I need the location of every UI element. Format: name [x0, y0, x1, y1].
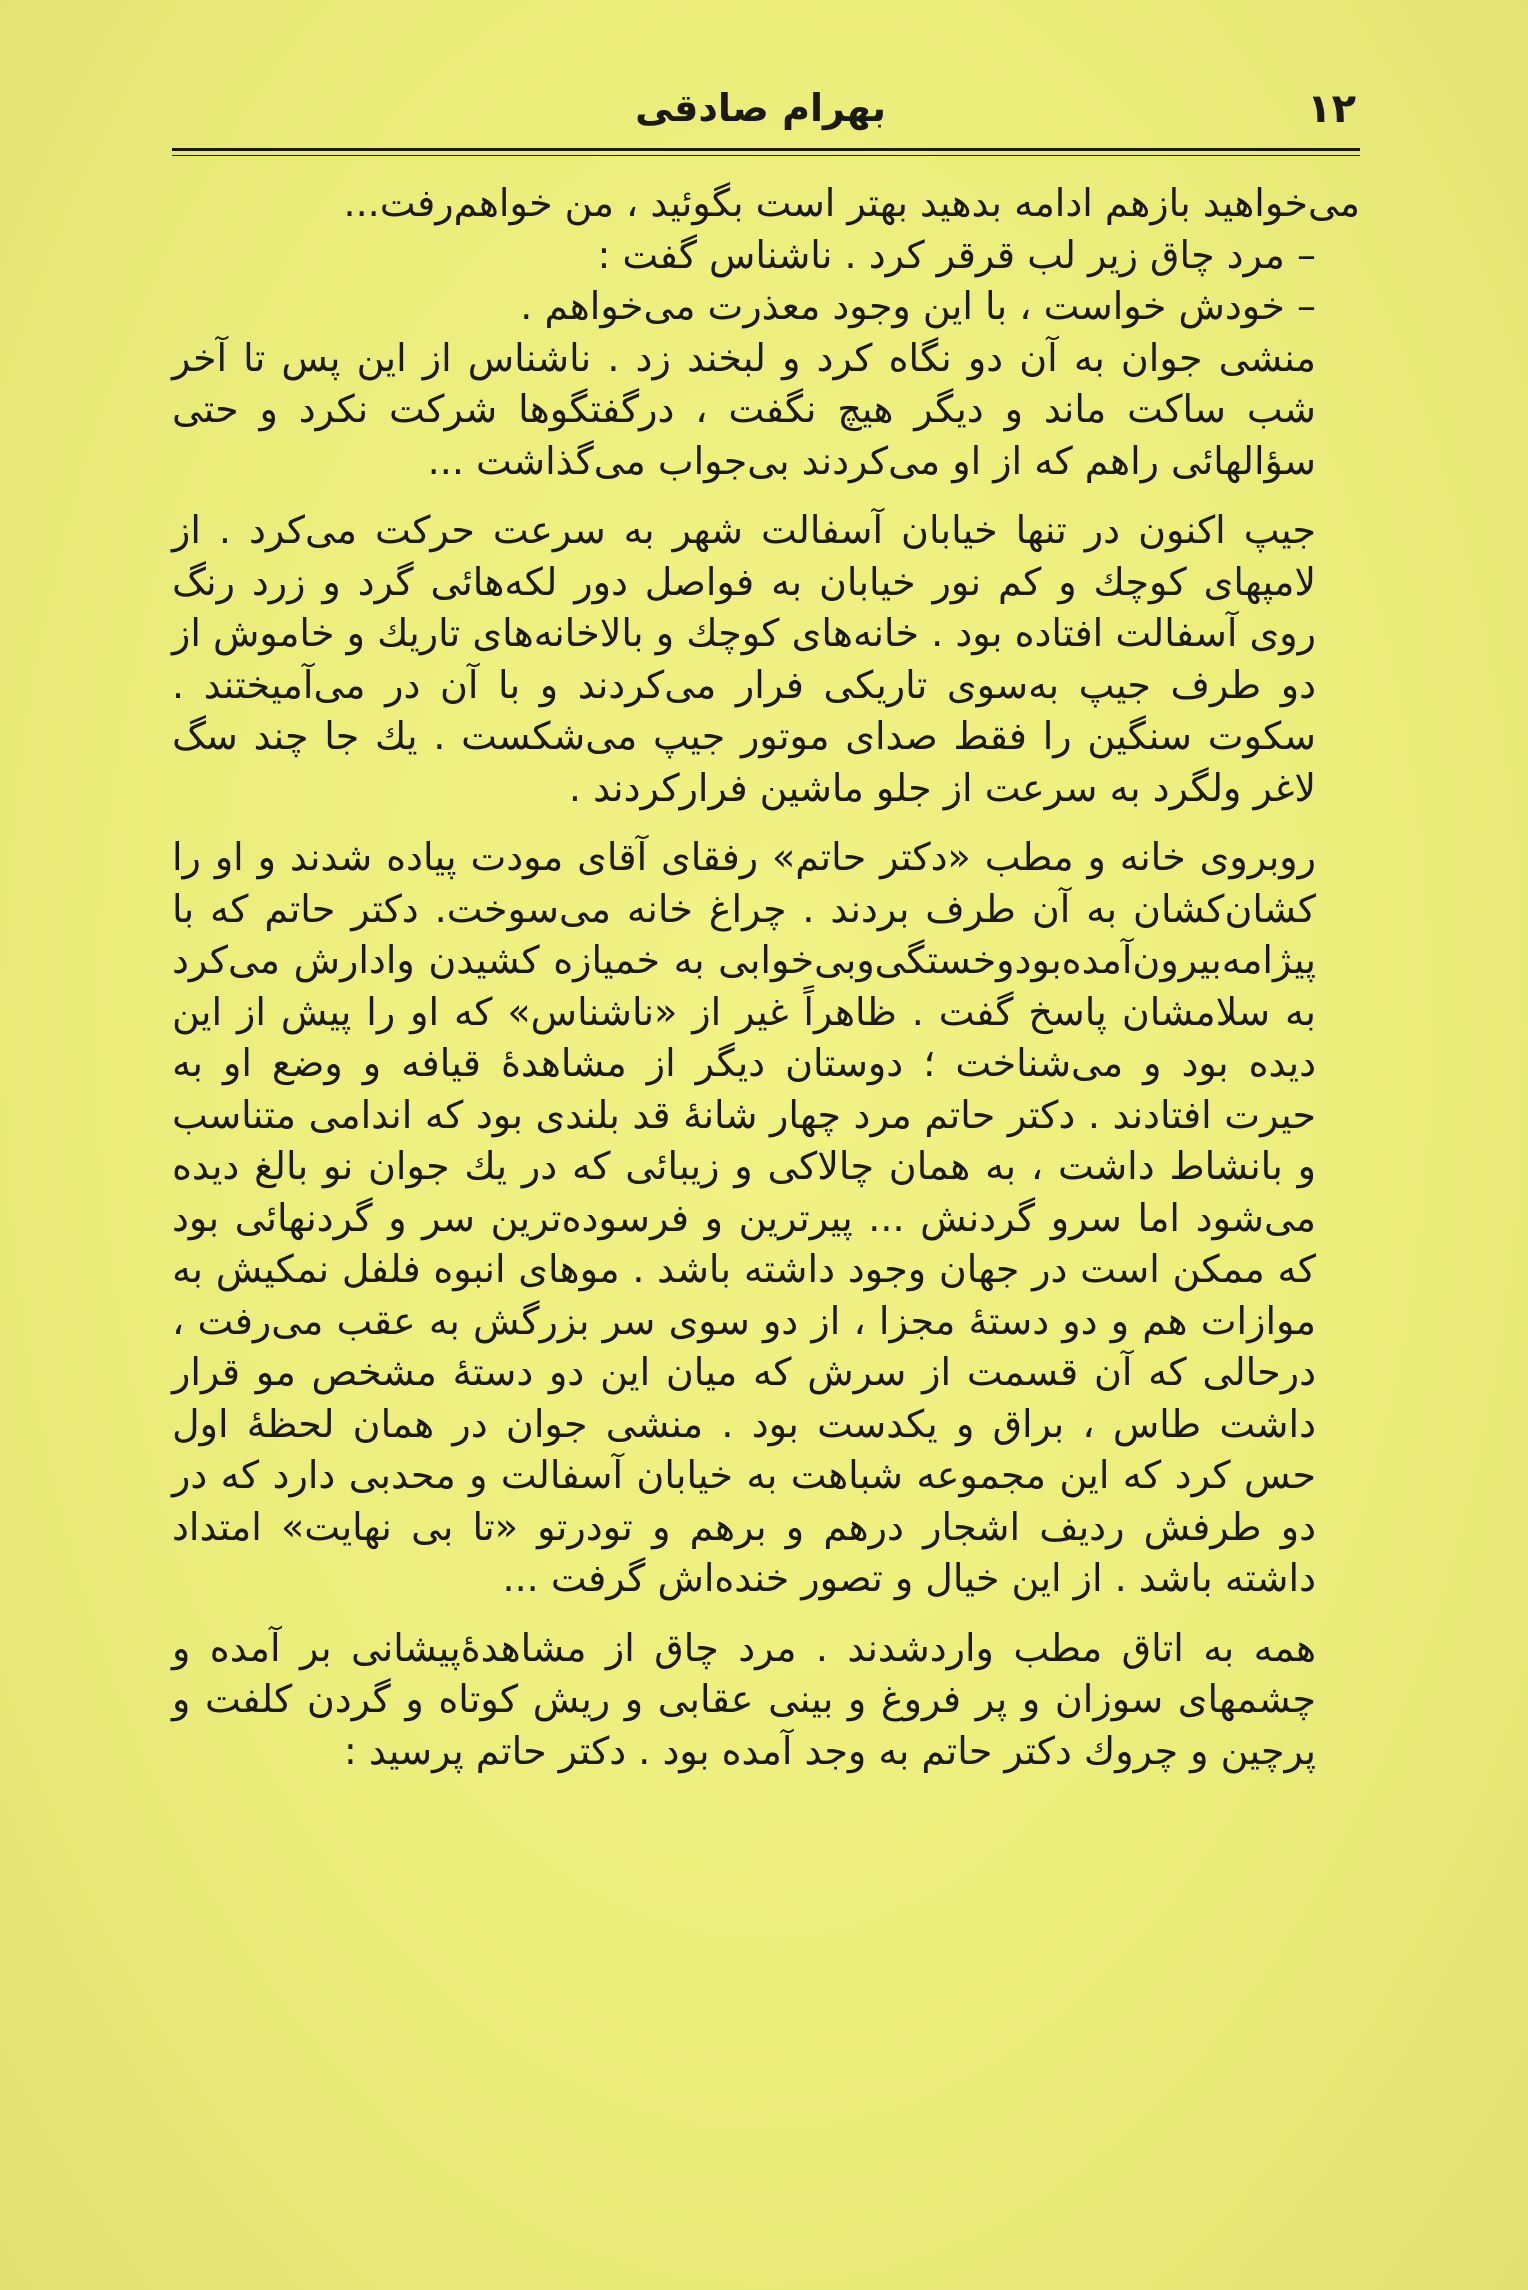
paragraph-1: می‌خواهید بازهم ادامه بدهید بهتر است بگوئید ، من خواهم‌رفت...	[343, 181, 1360, 225]
page-header	[178, 80, 1356, 140]
running-head-author: بهرام صادقی	[635, 86, 886, 130]
header-rule	[172, 148, 1360, 151]
body-text	[172, 178, 1360, 1777]
paragraph-5: جیپ اکنون در تنها خیابان آسفالت شهر به سرعت حرکت می‌کرد . از لامپهای کوچك و کم نور خیابان به فواصل دور لکه‌هائی گرد و زرد رنگ روی آسفالت افتاده بود . خانه‌های کوچك و بالاخانه‌های تاریك و خاموش از دو طرف جیپ به‌سوی تاریکی فرار می‌کردند و با آن در می‌آمیختند . سکوت سنگین را فقط صدای موتور جیپ می‌شکست . یك جا چند سگ لاغر ولگرد به سرعت از جلو ماشین فرارکردند .	[172, 508, 1316, 810]
paragraph-3: – خودش خواست ، با این وجود معذرت می‌خواهم .	[520, 284, 1316, 328]
page-number: ١٢	[1307, 86, 1356, 132]
paragraph-7: همه به اتاق مطب واردشدند . مرد چاق از مشاهدهٔ‌پیشانی بر آمده و چشمهای سوزان و پر فروغ و بینی عقابی و ریش کوتاه و گردن کلفت و پرچین و چروك دکتر حاتم به وجد آمده بود . دکتر حاتم پرسید :	[172, 1625, 1316, 1773]
paragraph-2: – مرد چاق زیر لب قرقر کرد . ناشناس گفت :	[597, 232, 1316, 277]
header-rule-thin	[172, 155, 1360, 156]
paragraph-6: روبروی خانه و مطب «دکتر حاتم» رفقای آقای مودت پیاده شدند و او را کشان‌کشان به آن طرف بردند . چراغ خانه می‌سوخت. دکتر حاتم که با پیژامه‌بیرون‌آمده‌بودوخستگی‌وبی‌خوابی به خمیازه کشیدن وادارش می‌کرد به سلامشان پاسخ گفت . ظاهراً غیر از «ناشناس» که او را پیش از این دیده بود و می‌شناخت ؛ دوستان دیگر از مشاهدهٔ قیافه و وضع او به حیرت افتادند . دکتر حاتم مرد چهار شانهٔ قد بلندی بود که اندامی متناسب و بانشاط داشت ، به همان چالاکی و زیبائی که در یك جوان نو بالغ دیده می‌شود اما سرو گردنش ... پیرترین و فرسوده‌ترین سر و گردنهائی بود که ممکن است در جهان وجود داشته باشد . موهای انبوه فلفل نمکیش به موازات هم و دو دستهٔ مجزا ، از دو سوی سر بزرگش به عقب می‌رفت ، درحالی که آن قسمت از سرش که میان این دو دستهٔ مشخص مو قرار داشت طاس ، براق و یکدست بود . منشی جوان در همان لحظهٔ اول حس کرد که این مجموعه شباهت به خیابان آسفالت و محدبی دارد که در دو طرفش ردیف اشجار درهم و برهم و تودرتو «تا بی نهایت» امتداد داشته باشد . از این خیال و تصور خنده‌اش گرفت ...	[172, 835, 1316, 1600]
paragraph-4: منشی جوان به آن دو نگاه کرد و لبخند زد . ناشناس از این پس تا آخر شب ساکت ماند و دیگر هیچ نگفت ، درگفتگوها شرکت نکرد و حتی سؤالهائی راهم که از او می‌کردند بی‌جواب می‌گذاشت ...	[172, 335, 1316, 483]
